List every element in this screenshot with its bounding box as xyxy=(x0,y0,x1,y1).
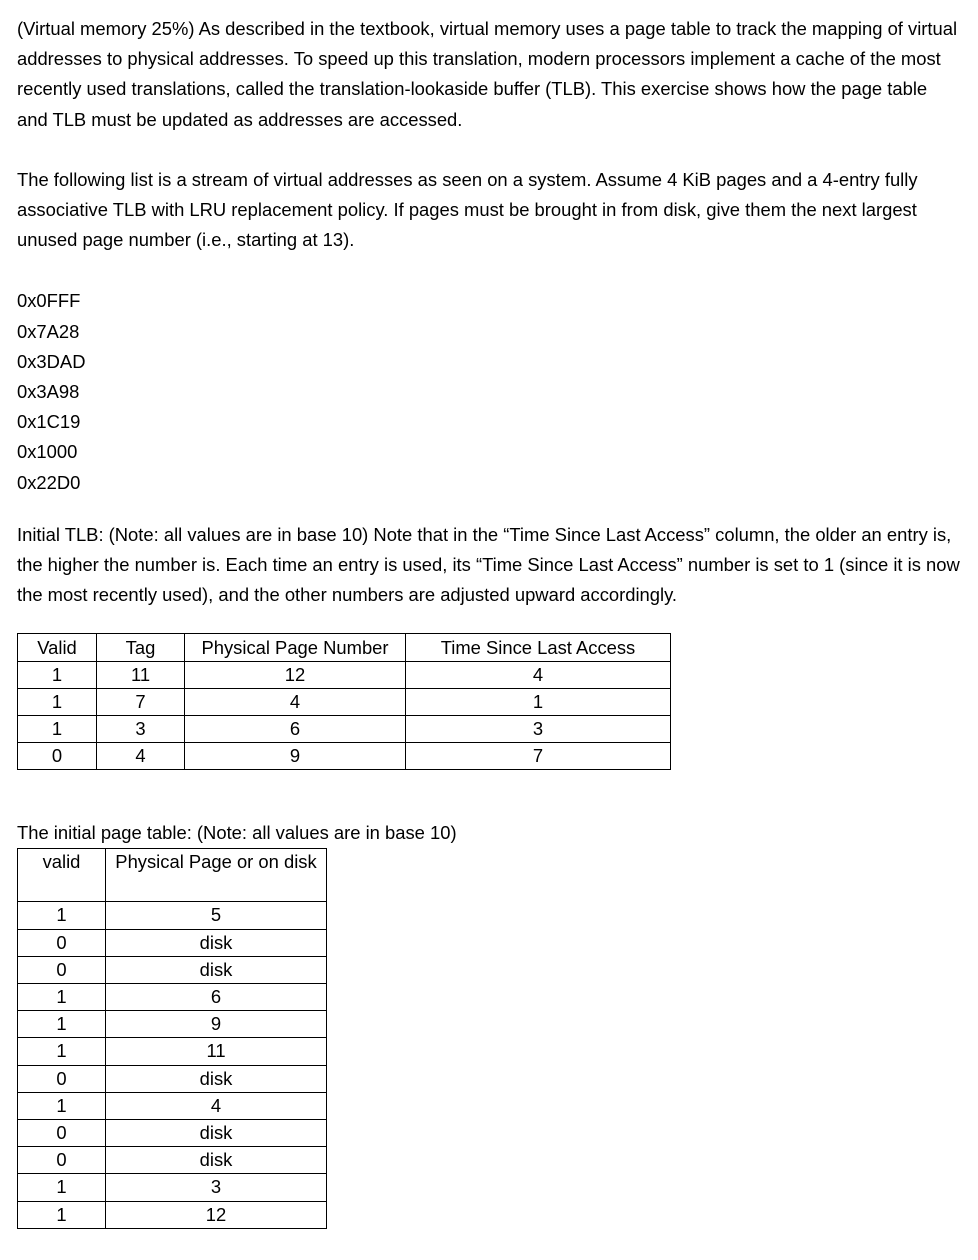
table-row xyxy=(18,662,671,689)
table-cell: 1 xyxy=(18,902,106,929)
table-cell: 6 xyxy=(185,716,406,743)
table-cell: 12 xyxy=(185,662,406,689)
table-cell: 1 xyxy=(18,1174,106,1201)
table-cell: disk xyxy=(106,929,327,956)
table-row xyxy=(18,929,327,956)
page-table xyxy=(17,848,327,1228)
table-row xyxy=(18,1038,327,1065)
tlb-table xyxy=(17,633,671,770)
address-list xyxy=(17,286,962,497)
table-cell: 1 xyxy=(18,662,97,689)
intro-paragraph: (Virtual memory 25%) As described in the textbook, virtual memory uses a page table to track the mapping of virtual addresses to physical addresses. To speed up this translation, modern processors implement a cache of the most recently used translations, called the translation-lookaside buffer (TLB). This exercise shows how the page table and TLB must be updated as addresses are accessed. xyxy=(17,18,958,130)
table-cell: 1 xyxy=(18,1011,106,1038)
table-row xyxy=(18,1147,327,1174)
table-cell: disk xyxy=(106,1147,327,1174)
page-table-header-valid: valid xyxy=(18,849,106,902)
table-cell: 12 xyxy=(106,1201,327,1228)
page-table-caption: The initial page table: (Note: all values are in base 10) xyxy=(17,822,457,844)
table-row xyxy=(18,1201,327,1228)
address-item: 0x0FFF xyxy=(17,290,81,312)
address-item: 0x3DAD xyxy=(17,350,86,372)
tlb-header-time: Time Since Last Access xyxy=(406,634,671,662)
tlb-header-ppn: Physical Page Number xyxy=(185,634,406,662)
table-cell: 3 xyxy=(406,716,671,743)
table-cell: 3 xyxy=(106,1174,327,1201)
table-cell: 0 xyxy=(18,1065,106,1092)
address-item: 0x7A28 xyxy=(17,320,80,342)
table-row xyxy=(18,1065,327,1092)
table-cell: 1 xyxy=(18,984,106,1011)
tlb-intro-paragraph: Initial TLB: (Note: all values are in base 10) Note that in the “Time Since Last Access” column, the older an entry is, the higher the number is. Each time an entry is used, its “Time Since Last Access” number is set to 1 (since it is now the most recently used), and the other numbers are adjusted upward accordingly. xyxy=(17,523,960,606)
table-cell: 0 xyxy=(18,1147,106,1174)
table-row xyxy=(18,743,671,770)
table-cell: 11 xyxy=(106,1038,327,1065)
table-cell: disk xyxy=(106,1065,327,1092)
table-cell: 5 xyxy=(106,902,327,929)
table-cell: 7 xyxy=(97,689,185,716)
table-cell: 1 xyxy=(18,1201,106,1228)
table-cell: 0 xyxy=(18,956,106,983)
table-cell: 9 xyxy=(106,1011,327,1038)
document xyxy=(17,14,962,1229)
table-cell: 4 xyxy=(106,1092,327,1119)
table-cell: 3 xyxy=(97,716,185,743)
table-cell: 1 xyxy=(18,1038,106,1065)
table-row xyxy=(18,1092,327,1119)
table-row xyxy=(18,716,671,743)
table-cell: 0 xyxy=(18,929,106,956)
table-cell: 4 xyxy=(185,689,406,716)
table-cell: 4 xyxy=(97,743,185,770)
stream-intro-paragraph: The following list is a stream of virtual addresses as seen on a system. Assume 4 KiB pages and a 4-entry fully associative TLB with LRU replacement policy. If pages must be brought in from disk, give them the next largest unused page number (i.e., starting at 13). xyxy=(17,168,918,251)
table-cell: 1 xyxy=(406,689,671,716)
table-cell: 1 xyxy=(18,716,97,743)
table-cell: 1 xyxy=(18,689,97,716)
address-item: 0x22D0 xyxy=(17,471,81,493)
table-row xyxy=(18,1011,327,1038)
table-cell: 0 xyxy=(18,743,97,770)
table-cell: 9 xyxy=(185,743,406,770)
tlb-header-valid: Valid xyxy=(18,634,97,662)
page-table-header-physical-page: Physical Page or on disk xyxy=(106,849,327,902)
table-row xyxy=(18,1174,327,1201)
table-header-row xyxy=(18,849,327,902)
table-cell: 6 xyxy=(106,984,327,1011)
table-cell: 4 xyxy=(406,662,671,689)
address-item: 0x1C19 xyxy=(17,411,81,433)
table-cell: disk xyxy=(106,1120,327,1147)
table-cell: 11 xyxy=(97,662,185,689)
table-cell: 7 xyxy=(406,743,671,770)
table-row xyxy=(18,902,327,929)
tlb-header-tag: Tag xyxy=(97,634,185,662)
table-header-row xyxy=(18,634,671,662)
table-row xyxy=(18,1120,327,1147)
table-cell: 0 xyxy=(18,1120,106,1147)
table-row xyxy=(18,956,327,983)
table-row xyxy=(18,689,671,716)
address-item: 0x3A98 xyxy=(17,381,80,403)
address-item: 0x1000 xyxy=(17,441,78,463)
table-row xyxy=(18,984,327,1011)
table-cell: 1 xyxy=(18,1092,106,1119)
table-cell: disk xyxy=(106,956,327,983)
